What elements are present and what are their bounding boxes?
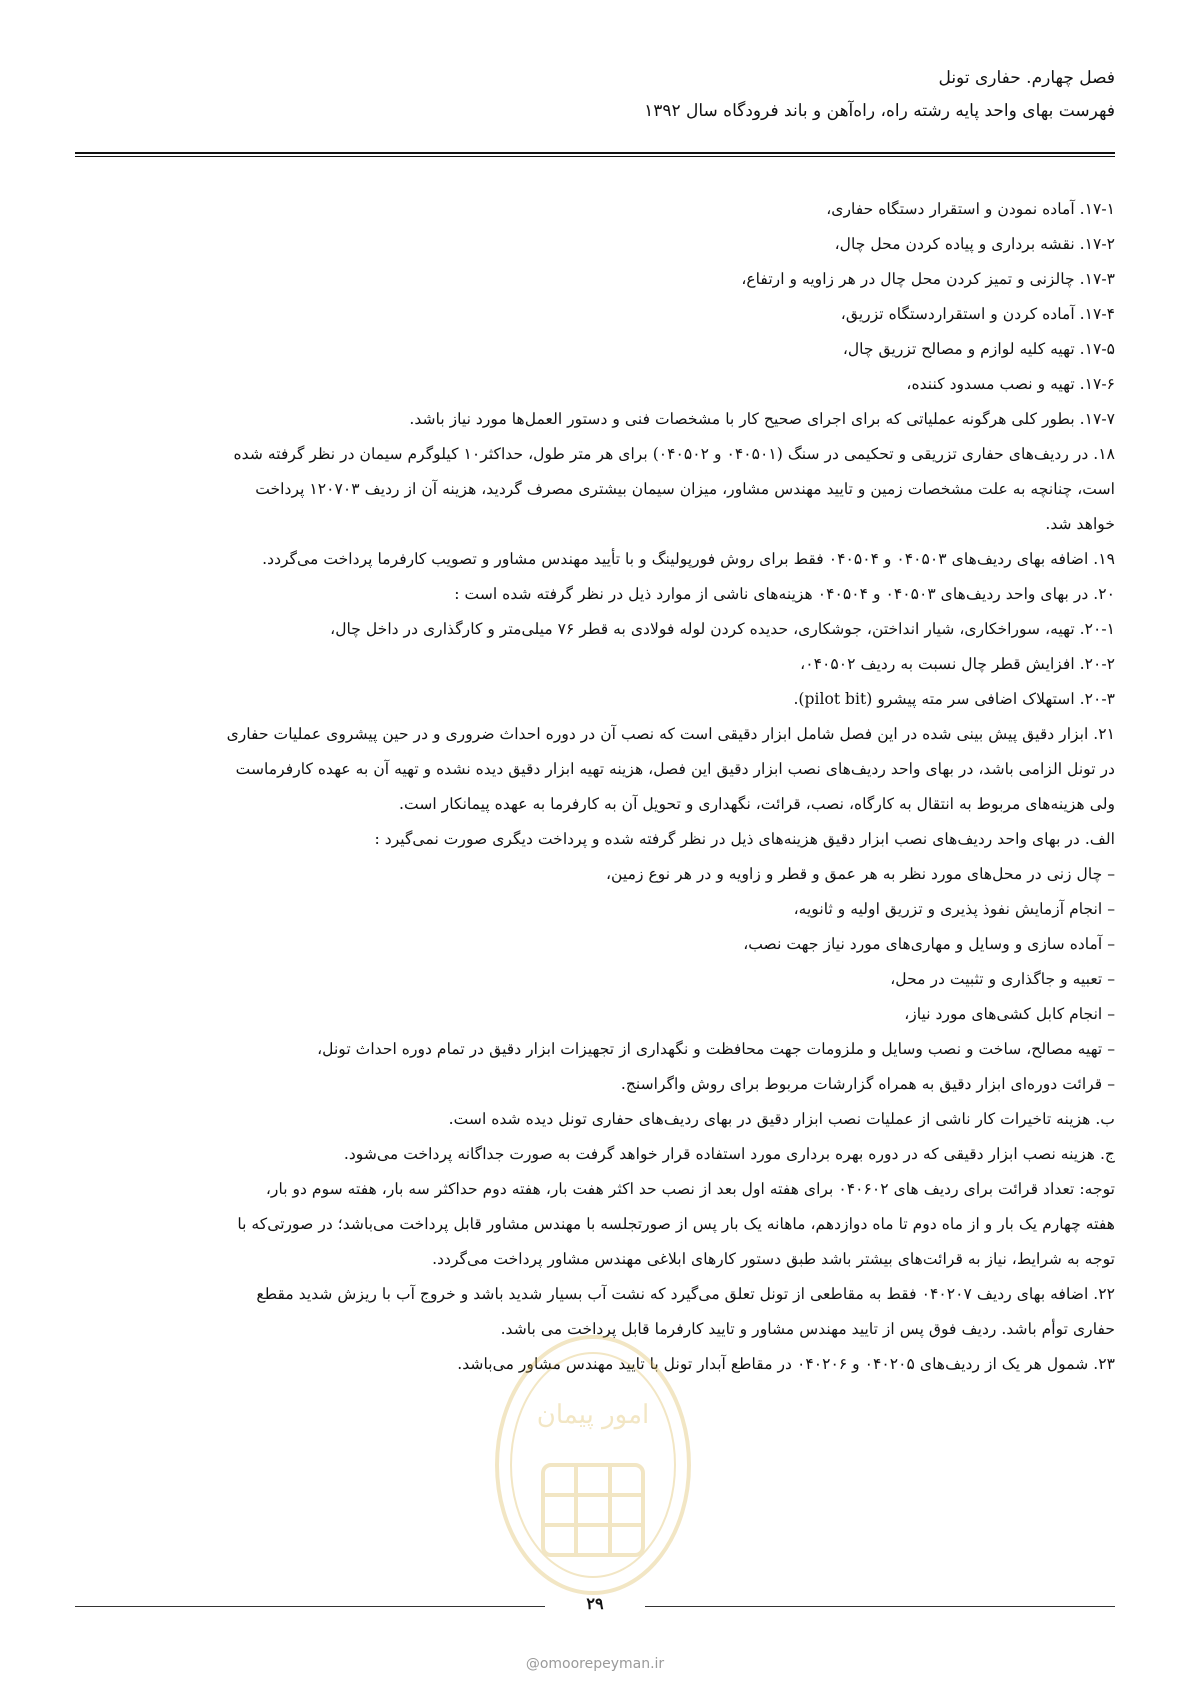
- list-item: – تعبیه و جاگذاری و تثبیت در محل،: [890, 970, 1115, 988]
- page-number: ۲۹: [586, 1594, 604, 1613]
- text-line: ۲۳. شمول هر یک از ردیف‌های ۰۴۰۲۰۵ و ۰۴۰۲۰۶ در مقاطع آبدار تونل با تایید مهندس مشاور می‌باشد.: [457, 1355, 1115, 1373]
- text-line: ۱۷-۶. تهیه و نصب مسدود کننده،: [906, 375, 1115, 393]
- list-item: – قرائت دوره‌ای ابزار دقیق به همراه گزارشات مربوط برای روش واگراسنج.: [620, 1075, 1115, 1093]
- chapter-title: فصل چهارم. حفاری تونل: [938, 68, 1115, 88]
- document-body: [75, 192, 1115, 1382]
- text-line: توجه: تعداد قرائت برای ردیف های ۰۴۰۶۰۲ برای هفته اول بعد از نصب حد اکثر هفت بار، هفته دوم حداکثر سه بار، هفته سوم دو بار،: [265, 1180, 1115, 1198]
- text-line: ولی هزینه‌های مربوط به انتقال به کارگاه، نصب، قرائت، نگهداری و تحویل آن به کارفرما به عهده پیمانکار است.: [399, 795, 1115, 813]
- text-line: ۱۷-۷. بطور کلی هرگونه عملیاتی که برای اجرای صحیح کار با مشخصات فنی و دستور العمل‌ها مورد نیاز باشد.: [409, 410, 1115, 428]
- text-line: ۲۰-۳. استهلاک اضافی سر مته پیشرو (pilot bit).: [793, 690, 1115, 708]
- list-item: – چال زنی در محل‌های مورد نظر به هر عمق و قطر و زاویه و در هر نوع زمین،: [606, 865, 1115, 883]
- header-divider: [75, 152, 1115, 157]
- text-line: ۱۷-۳. چالزنی و تمیز کردن محل چال در هر زاویه و ارتفاع،: [741, 270, 1115, 288]
- page-header: [75, 62, 1115, 128]
- text-line: ۲۰-۲. افزایش قطر چال نسبت به ردیف ۰۴۰۵۰۲،: [800, 655, 1115, 673]
- list-item: – انجام آزمایش نفوذ پذیری و تزریق اولیه و ثانویه،: [793, 900, 1115, 918]
- text-line: ۱۷-۲. نقشه برداری و پیاده کردن محل چال،: [834, 235, 1115, 253]
- text-line: ۱۷-۱. آماده نمودن و استقرار دستگاه حفاری،: [826, 200, 1115, 218]
- text-line: حفاری توأم باشد. ردیف فوق پس از تایید مهندس مشاور و تایید کارفرما قابل پرداخت می باشد.: [500, 1320, 1115, 1338]
- text-line: در تونل الزامی باشد، در بهای واحد ردیف‌های نصب ابزار دقیق این فصل، هزینه تهیه ابزار دقیق دیده نشده و تهیه آن به عهده کارفرماست: [235, 760, 1115, 778]
- text-line: ۱۷-۴. آماده کردن و استقراردستگاه تزریق،: [840, 305, 1115, 323]
- text-line: ۱۸. در ردیف‌های حفاری تزریقی و تحکیمی در سنگ (۰۴۰۵۰۱ و ۰۴۰۵۰۲) برای هر متر طول، حداکثر۱۰ کیلوگرم سیمان در نظر گرفته شده: [233, 445, 1115, 463]
- list-item: – تهیه مصالح، ساخت و نصب وسایل و ملزومات جهت محافظت و نگهداری از تجهیزات ابزار دقیق در تمام دوره احداث تونل،: [317, 1040, 1115, 1058]
- text-line: ۲۰-۱. تهیه، سوراخکاری، شیار انداختن، جوشکاری، حدیده کردن لوله فولادی به قطر ۷۶ میلی‌متر و کارگذاری در داخل چال،: [330, 620, 1115, 638]
- text-line: است، چنانچه به علت مشخصات زمین و تایید مهندس مشاور، میزان سیمان بیشتری مصرف گردید، هزینه آن از ردیف ۱۲۰۷۰۳ پرداخت: [255, 480, 1115, 498]
- text-line: الف. در بهای واحد ردیف‌های نصب ابزار دقیق هزینه‌های ذیل در نظر گرفته شده و پرداخت دیگری صورت نمی‌گیرد :: [374, 830, 1115, 848]
- text-line: ۱۷-۵. تهیه کلیه لوازم و مصالح تزریق چال،: [842, 340, 1115, 358]
- catalog-title: فهرست بهای واحد پایه رشته راه، راه‌آهن و باند فرودگاه سال ۱۳۹۲: [644, 101, 1115, 121]
- text-line: توجه به شرایط، نیاز به قرائت‌های بیشتر باشد طبق دستور کارهای ابلاغی مهندس مشاور پرداخت می‌گردد.: [432, 1250, 1115, 1268]
- text-line: خواهد شد.: [1045, 515, 1115, 533]
- text-line: ۲۰. در بهای واحد ردیف‌های ۰۴۰۵۰۳ و ۰۴۰۵۰۴ هزینه‌های ناشی از موارد ذیل در نظر گرفته شده است :: [454, 585, 1115, 603]
- seal-watermark-icon: [488, 1315, 698, 1605]
- text-line: ۲۲. اضافه بهای ردیف ۰۴۰۲۰۷ فقط به مقاطعی از تونل تعلق می‌گیرد که نشت آب بسیار شدید باشد و خروج آب با ریزش شدید مقطع: [256, 1285, 1115, 1303]
- seal-text: امور پیمان: [536, 1400, 650, 1430]
- text-line: ۲۱. ابزار دقیق پیش بینی شده در این فصل شامل ابزار دقیقی است که نصب آن در دوره احداث ضروری و در حین پیشروی عملیات حفاری: [226, 725, 1115, 743]
- site-watermark: @omoorepeyman.ir: [525, 1656, 665, 1672]
- text-line: ج. هزینه نصب ابزار دقیقی که در دوره بهره برداری مورد استفاده قرار خواهد گرفت به صورت جداگانه پرداخت می‌شود.: [343, 1145, 1115, 1163]
- text-line: ۱۹. اضافه بهای ردیف‌های ۰۴۰۵۰۳ و ۰۴۰۵۰۴ فقط برای روش فورپولینگ و با تأیید مهندس مشاور و تصویب کارفرما پرداخت می‌گردد.: [262, 550, 1115, 568]
- list-item: – انجام کابل کشی‌های مورد نیاز،: [904, 1005, 1115, 1023]
- list-item: – آماده سازی و وسایل و مهاری‌های مورد نیاز جهت نصب،: [743, 935, 1115, 953]
- text-line: هفته چهارم یک بار و از ماه دوم تا ماه دوازدهم، ماهانه یک بار پس از صورتجلسه با مهندس مشاور قابل پرداخت می‌باشد؛ در صورتی‌که با: [237, 1215, 1115, 1233]
- text-line: ب. هزینه تاخیرات کار ناشی از عملیات نصب ابزار دقیق در بهای ردیف‌های حفاری تونل دیده شده است.: [448, 1110, 1115, 1128]
